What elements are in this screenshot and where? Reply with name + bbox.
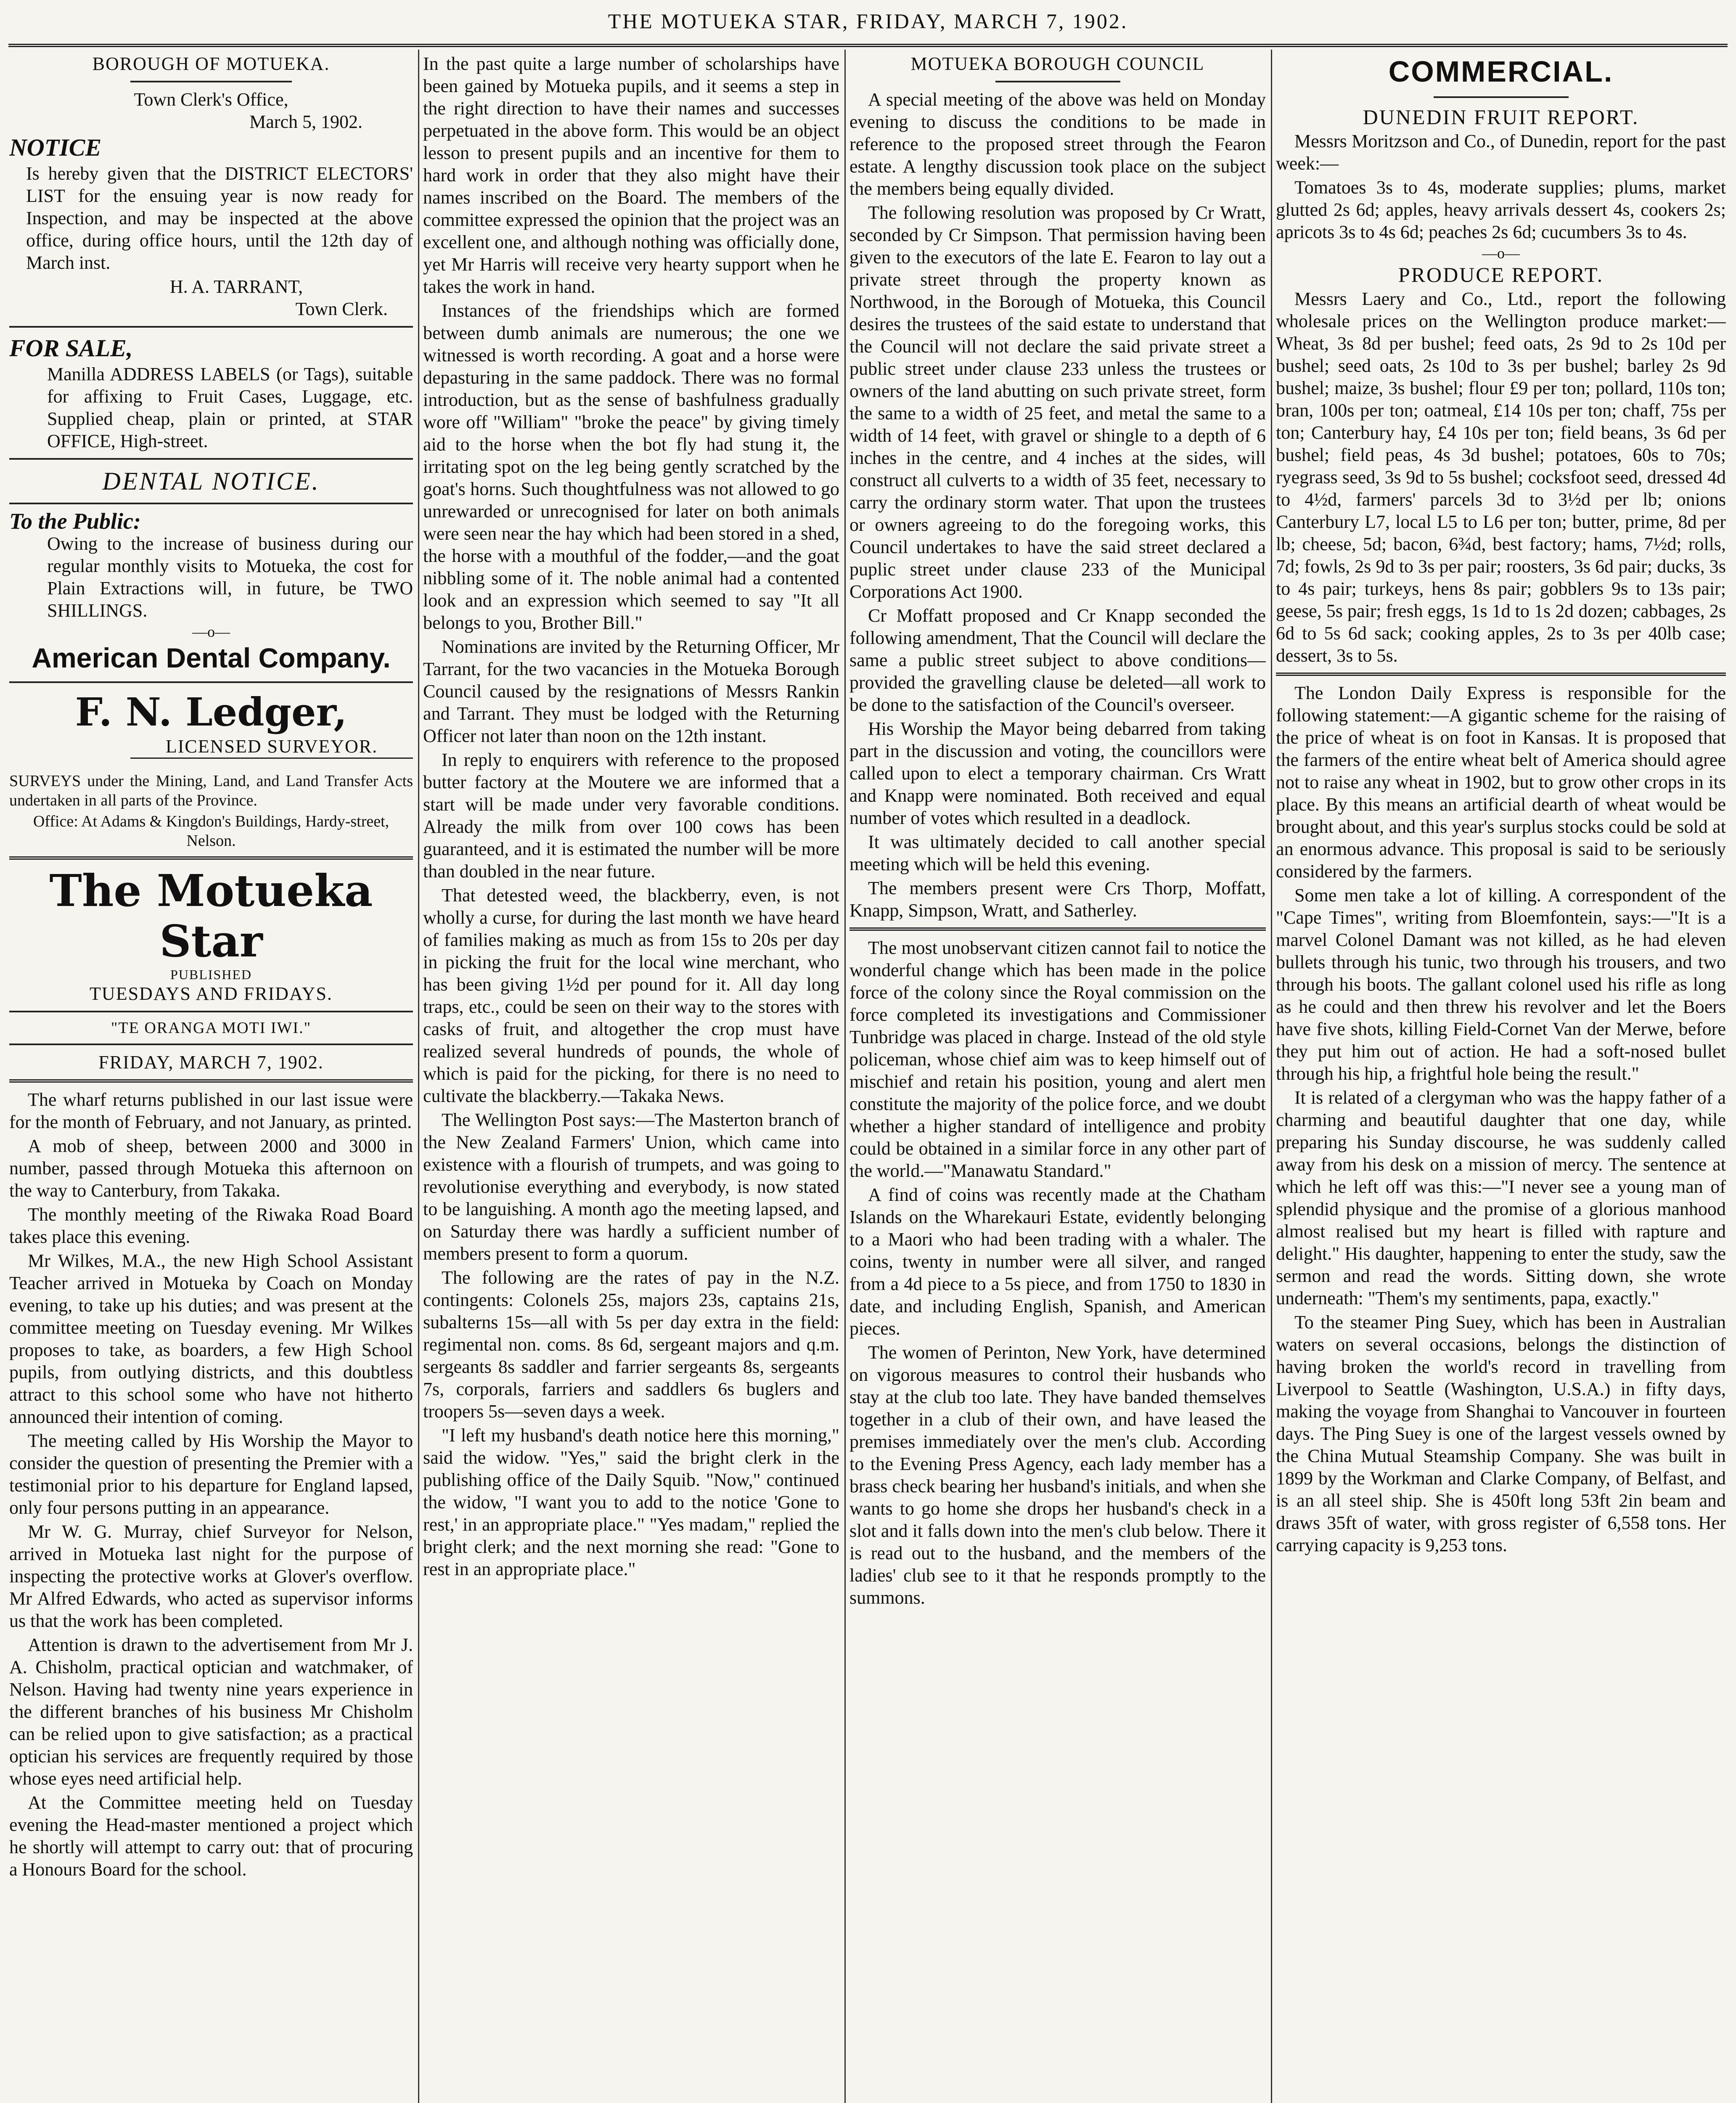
divider — [995, 81, 1120, 82]
ledger-office: Office: At Adams & Kingdon's Buildings, Hardy-street, Nelson. — [33, 813, 389, 850]
column-3 — [849, 53, 1266, 2103]
divider — [9, 326, 413, 328]
notice-body: Is hereby given that the DISTRICT ELECTORS' LIST for the ensuing year is now ready for Inspection, and may be inspected at the above office, during office hours, until the 12th day of March inst. — [26, 163, 413, 273]
article-paragraph: Mr Wilkes, M.A., the new High School Assistant Teacher arrived in Motueka by Coach on Monday evening, to take up his duties; and was present at the committee meeting on Tuesday evening. Mr Wilkes proposes to take, as boarders, a few High School pupils, from outlying districts, and this doubtless attract to this school some who have not hitherto announced their intention of coming. — [9, 1250, 413, 1427]
notice-date: March 5, 1902. — [249, 111, 363, 132]
divider — [9, 856, 413, 860]
divider — [849, 927, 1266, 931]
divider — [9, 503, 413, 504]
article-paragraph: A mob of sheep, between 2000 and 3000 in number, passed through Motueka this afternoon on the way to Canterbury, from Takaka. — [9, 1136, 413, 1201]
publication-days: TUESDAYS AND FRIDAYS. — [90, 983, 333, 1004]
column-rule — [418, 50, 419, 2103]
motto: "TE ORANGA MOTI IWI." — [111, 1019, 312, 1037]
article-paragraph: That detested weed, the blackberry, even, is not wholly a curse, for during the last month we have heard of families making as much as from 15s to 20s per day in picking the fruit for the local wine merchant, who has been giving 1½d per pound for it. All day long traps, etc., could be seen on their way to the stores with casks of fruit, and altogether the crop must have realized several hundreds of pounds, the whole of which is paid for the picking, for there is no need to cultivate the blackberry.—Takaka News. — [423, 885, 839, 1106]
produce-heading: PRODUCE REPORT. — [1398, 263, 1604, 286]
dunedin-body: Tomatoes 3s to 4s, moderate supplies; plums, market glutted 2s 6d; apples, heavy arrivals dessert 4s, cookers 2s; apricots 3s to 4s 6d; peaches 2s 6d; cucumbers 3s to 4s. — [1276, 177, 1726, 242]
produce-body: Messrs Laery and Co., Ltd., report the following wholesale prices on the Wellington produce market:—Wheat, 3s 8d per bushel; feed oats, 2s 9d to 2s 10d per bushel; seed oats, 2s 10d to 3s per bushel; barley 2s 9d bushel; maize, 3s bushel; flour £9 per ton; pollard, 110s ton; bran, 100s per ton; oatmeal, £14 10s per ton; chaff, 75s per ton; Canterbury hay, £4 10s per ton; field beans, 3s 6d per bushel; field peas, 4s 3d bushel; potatoes, 60s to 70s; ryegrass seed, 3s 9d to 5s bushel; cocksfoot seed, dressed 4d to 4½d, farmers' parcels 3d to 3½d per lb; onions Canterbury L7, local L5 to L6 per ton; butter, prime, 8d per lb; cheese, 5d; bacon, 6¾d, best factory; hams, 7½d; rolls, 7d; fowls, 2s 9d to 3s per pair; roosters, 3s 6d pair; ducks, 3s to 4s pair; turkeys, hens 8s pair; gobblers 9s to 13s pair; geese, 5s pair; fresh eggs, 1s 1d to 1s 2d dozen; cabbages, 2s 6d to 5s 6d sack; cooking apples, 2s to 3s per 40lb case; dessert, 3s to 5s. — [1276, 289, 1726, 666]
article-paragraph: The wharf returns published in our last issue were for the month of February, and not January, as printed. — [9, 1089, 413, 1132]
column-1 — [9, 53, 413, 2103]
notice-heading: NOTICE — [9, 134, 102, 161]
column-rule — [1271, 50, 1272, 2103]
ornament: —o— — [192, 623, 230, 640]
ornament: —o— — [1482, 245, 1520, 262]
article-paragraph: Cr Moffatt proposed and Cr Knapp seconded the following amendment, That the Council will declare the same a public street subject to above conditions—provided the gravelling clause be deleted—all work to be done to the satisfaction of the Council's overseer. — [849, 605, 1266, 715]
article-paragraph: It was ultimately decided to call another special meeting which will be held this evening. — [849, 832, 1266, 874]
article-paragraph: A find of coins was recently made at the Chatham Islands on the Wharekauri Estate, evidently belonging to a Maori who had been trading with a whaler. The coins, twenty in number were all silver, and ranged from a 4d piece to a 5s piece, and from 1750 to 1830 in date, and including English, Spanish, and American pieces. — [849, 1184, 1266, 1339]
dunedin-intro: Messrs Moritzson and Co., of Dunedin, report for the past week:— — [1276, 131, 1726, 174]
divider — [9, 1011, 413, 1012]
signer-title: Town Clerk. — [295, 299, 388, 319]
issue-date: FRIDAY, MARCH 7, 1902. — [98, 1052, 324, 1073]
published-label: PUBLISHED — [170, 967, 252, 982]
article-paragraph: To the steamer Ping Suey, which has been in Australian waters on several occasions, belongs the distinction of having broken the world's record in travelling from Liverpool to Seattle (Washington, U.S.A.) in fifty days, making the voyage from Shanghai to Vancouver in fourteen days. The Ping Suey is one of the largest vessels owned by the China Mutual Steamship Company. She was built in 1899 by the Workman and Clarke Company, of Belfast, and is an all steel ship. She is 450ft long 53ft 2in beam and draws 35ft of water, with gross register of 6,558 tons. Her carrying capacity is 9,253 tons. — [1276, 1312, 1726, 1555]
article-paragraph: "I left my husband's death notice here this morning," said the widow. "Yes," said the bright clerk in the publishing office of the Daily Squib. "Now," continued the widow, "I want you to add to the notice 'Gone to rest,' in an appropriate place." "Yes madam," replied the bright clerk; and the next morning she read: "Gone to rest in an appropriate place." — [423, 1425, 839, 1579]
office-line: Town Clerk's Office, — [134, 89, 288, 110]
article-paragraph: The monthly meeting of the Riwaka Road Board takes place this evening. — [9, 1204, 413, 1247]
forsale-body: Manilla ADDRESS LABELS (or Tags), suitable for affixing to Fruit Cases, Luggage, etc. Supplied cheap, plain or printed, at STAR OFFICE, High-street. — [47, 364, 413, 451]
article-paragraph: In the past quite a large number of scholarships have been gained by Motueka pupils, and it seems a step in the right direction to have their names and successes perpetuated in the above form. This would be an object lesson to present pupils and an incentive for them to hard work in order that they also might have their names inscribed on the Board. The members of the committee expressed the opinion that the project was an excellent one, and although nothing was officially done, yet Mr Harris will receive very hearty support when he takes the work in hand. — [423, 53, 839, 297]
article-paragraph: His Worship the Mayor being debarred from taking part in the discussion and voting, the councillors were called upon to elect a temporary chairman. Crs Wratt and Knapp were nominated. Both received and equal number of votes which resulted in a deadlock. — [849, 718, 1266, 828]
dental-heading: DENTAL NOTICE. — [102, 467, 320, 495]
page-masthead: THE MOTUEKA STAR, FRIDAY, MARCH 7, 1902. — [608, 9, 1128, 33]
article-paragraph: The London Daily Express is responsible for the following statement:—A gigantic scheme for the raising of the price of wheat is on foot in Kansas. It is proposed that the farmers of the entire wheat belt of America should agree not to raise any wheat in 1902, but to grow other crops in its place. By this means an artificial dearth of wheat would be brought about, and this year's surplus stocks could be sold at an enormous advance. This proposal is said to be seriously considered by the farmers. — [1276, 683, 1726, 882]
ledger-title: LICENSED SURVEYOR. — [130, 735, 413, 759]
divider — [130, 81, 292, 82]
article-paragraph: Nominations are invited by the Returning Officer, Mr Tarrant, for the two vacancies in the Motueka Borough Council caused by the resignations of Messrs Rankin and Tarrant. They must be lodged with the Returning Officer not later than noon on the 12th instant. — [423, 636, 839, 746]
article-paragraph: Some men take a lot of killing. A correspondent of the "Cape Times", writing from Bloemfontein, says:—"It is a marvel Colonel Damant was not killed, as he had eleven bullets through his tunic, two through his trousers, and two through his boots. The gallant colonel used his rifle as long as he could and then threw his revolver and let the Boers have five shots, killing Field-Cornet Van der Merwe, before they put him out of action. He had a soft-nosed bullet through his hip, a frightful hole being the result." — [1276, 885, 1726, 1084]
article-paragraph: A special meeting of the above was held on Monday evening to discuss the conditions to be made in reference to the proposed street through the Fearon estate. A lengthy discussion took place on the subject the members being equally divided. — [849, 89, 1266, 199]
article-paragraph: It is related of a clergyman who was the happy father of a charming and beautiful daughter that one day, while preparing his Sunday discourse, he was suddenly called away from his desk on a mission of mercy. The sentence at which he left off was this:—"I never see a young man of splendid physique and the promise of a glorious manhood almost realised but my heart is filled with rapture and delight." His daughter, happening to enter the study, saw the sermon and read the words. Sitting down, she wrote underneath: "Them's my sentiments, papa, exactly." — [1276, 1087, 1726, 1308]
article-paragraph: At the Committee meeting held on Tuesday evening the Head-master mentioned a project which he shortly will attempt to carry out: that of procuring a Honours Board for the school. — [9, 1792, 413, 1880]
article-paragraph: In reply to enquirers with reference to the proposed butter factory at the Moutere we are informed that a start will be made under very favorable conditions. Already the milk from over 100 cows has been guaranteed, and it is estimated the number will be more than doubled in the near future. — [423, 750, 839, 882]
column-4 — [1276, 53, 1726, 2103]
dental-body: Owing to the increase of business during our regular monthly visits to Motueka, the cost for Plain Extractions will, in future, be TWO SHILLINGS. — [47, 533, 413, 621]
article-paragraph: The members present were Crs Thorp, Moffatt, Knapp, Simpson, Wratt, and Satherley. — [849, 878, 1266, 921]
article-paragraph: The most unobservant citizen cannot fail to notice the wonderful change which has been made in the police force of the colony since the Royal commission on the force completed its investigations and Commissioner Tunbridge was placed in charge. Instead of the old style policeman, whose chief aim was to keep himself out of mischief and retain his position, young and alert men constitute the majority of the police force, and we doubt whether a higher standard of intelligence and probity could be obtained in a similar force in any other part of the world.—"Manawatu Standard." — [849, 938, 1266, 1181]
american-dental: American Dental Company. — [32, 642, 391, 673]
public-heading: To the Public: — [9, 509, 141, 534]
article-paragraph: The meeting called by His Worship the Mayor to consider the question of presenting the Premier with a testimonial prior to his departure for England lapsed, only four persons putting in an appearance. — [9, 1430, 413, 1518]
divider — [1434, 96, 1569, 98]
article-paragraph: The following resolution was proposed by Cr Wratt, seconded by Cr Simpson. That permission having been given to the executors of the late E. Fearon to lay out a private street through the property known as Northwood, in the Borough of Motueka, this Council desires the trustees of the said estate to understand that the Council will not declare the said private street a public street under clause 233 unless the trustees or owners of the land abutting on such private street, form the same to a width of 25 feet, and metal the same to a width of 14 feet, with gravel or shingle to a depth of 6 inches in the centre, and 4 inches at the sides, will construct all culverts to a width of 35 feet, necessary to carry the ordinary storm water. That upon the trustees or owners agreeing to do the foregoing works, this Council undertakes to have the said street declared a puplic street under clause 233 of the Municipal Corporations Act 1900. — [849, 202, 1266, 602]
signer-name: H. A. TARRANT, — [169, 276, 303, 297]
masthead-rule — [8, 44, 1728, 47]
ledger-name: F. N. Ledger, — [75, 689, 347, 735]
article-paragraph: Attention is drawn to the advertisement from Mr J. A. Chisholm, practical optician and watchmaker, of Nelson. Having had twenty nine years experience in the different branches of his business Mr Chisholm can be relied upon to give satisfaction; as a practical optician his services are frequently required by those whose eyes need artificial help. — [9, 1634, 413, 1789]
borough-title: BOROUGH OF MOTUEKA. — [92, 53, 330, 74]
dunedin-heading: DUNEDIN FRUIT REPORT. — [1363, 105, 1639, 129]
article-paragraph: The Wellington Post says:—The Masterton branch of the New Zealand Farmers' Union, which came into existence with a flourish of trumpets, and was going to revolutionise everything and everybody, is now stated to be languishing. A month ago the meeting lapsed, and on Saturday there was hardly a sufficient number of members present to form a quorum. — [423, 1110, 839, 1264]
column-2 — [423, 53, 839, 2103]
article-paragraph: Instances of the friendships which are formed between dumb animals are numerous; the one we witnessed is worth recording. A goat and a horse were depasturing in the same paddock. There was no formal introduction, but as the sense of bashfulness gradually wore off "William" "broke the peace" by giving timely aid to the horse when the bot fly had stung it, the irritating spot on the leg being gently scratched by the goat's horns. Such thoughtfulness was not allowed to go unrewarded or unrecognised for later on both animals were seen near the hay which had been stored in a shed, the horse with a mouthful of the fodder,—and the goat nibbling some of it. The noble animal had a contented look and an expression which seemed to say "It all belongs to you, Brother Bill." — [423, 300, 839, 633]
article-paragraph: Mr W. G. Murray, chief Surveyor for Nelson, arrived in Motueka last night for the purpose of inspecting the protective works at Glover's overflow. Mr Alfred Edwards, who acted as supervisor informs us that the work has been completed. — [9, 1521, 413, 1631]
council-heading: MOTUEKA BOROUGH COUNCIL — [910, 53, 1205, 74]
ledger-body: SURVEYS under the Mining, Land, and Land Transfer Acts undertaken in all parts of the Province. — [9, 772, 413, 809]
paper-name: The Motueka Star — [49, 865, 373, 967]
divider — [9, 458, 413, 460]
commercial-heading: COMMERCIAL. — [1388, 55, 1614, 88]
article-paragraph: The following are the rates of pay in the N.Z. contingents: Colonels 25s, majors 23s, captains 21s, subalterns 15s—all with 5s per day extra in the field: regimental non. coms. 8s 6d, sergeant majors and q.m. sergeants 8s saddler and farrier sergeants 8s, sergeants 7s, corporals, farriers and saddlers 6s buglers and troopers 5s—seven days a week. — [423, 1267, 839, 1422]
divider — [1276, 673, 1726, 676]
divider — [9, 1079, 413, 1083]
column-rule — [844, 50, 846, 2103]
forsale-heading: FOR SALE, — [9, 334, 133, 362]
article-paragraph: The women of Perinton, New York, have determined on vigorous measures to control their husbands who stay at the club too late. They have banded themselves together in a club of their own, and have leased the premises immediately over the men's club. According to the Evening Press Agency, each lady member has a brass check bearing her husband's initials, and when she wants to go home she drops her husband's check in a slot and it falls down into the men's club below. There it is read out to the husband, and the members of the ladies' club see to it that he responds promptly to the summons. — [849, 1342, 1266, 1608]
divider — [9, 1044, 413, 1045]
divider — [9, 681, 413, 683]
